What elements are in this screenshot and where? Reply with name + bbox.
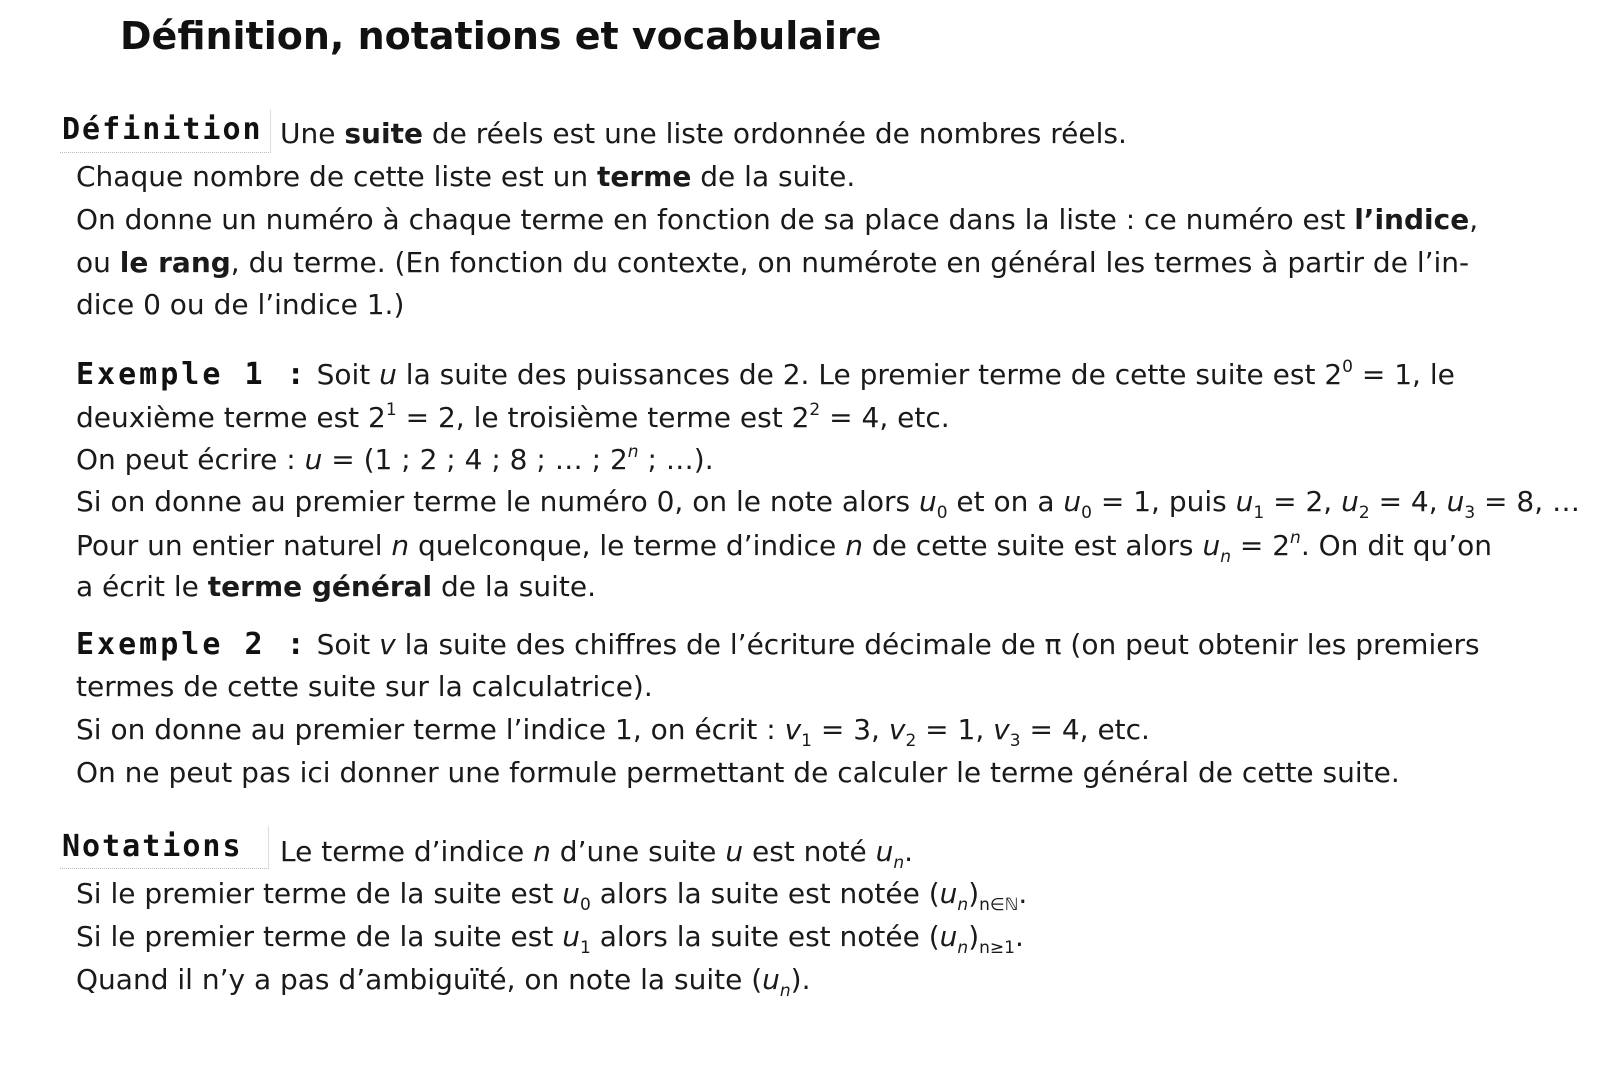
example1-line-5: Pour un entier naturel n quelconque, le terme d’indice n de cette suite est alors $u_n = 2^n$. On dit qu’on: [76, 528, 1493, 567]
example2-line-4: On ne peut pas ici donner une formule permettant de calculer le terme général de cette suite.: [76, 756, 1400, 789]
example1-line-4: Si on donne au premier terme le numéro 0, on le note alors $u_0$ et on a $u_0 = 1$, puis $u_1 = 2$, $u_2 = 4$, $u_3 = 8$, …: [76, 485, 1581, 523]
notations-line-1: Le terme d’indice n d’une suite u est noté $u_n$.: [280, 835, 914, 873]
definition-line-2: Chaque nombre de cette liste est un terme de la suite.: [76, 160, 856, 193]
example2-label: Exemple 2 :: [76, 627, 308, 662]
example1-line-1: Exemple 1 : Soit u la suite des puissances de 2. Le premier terme de cette suite est $2^0 = 1$, le: [76, 357, 1455, 392]
notations-line-4: Quand il n’y a pas d’ambiguïté, on note la suite $(u_n)$.: [76, 963, 811, 1001]
example1-label: Exemple 1 :: [76, 357, 308, 392]
page-title: Définition, notations et vocabulaire: [120, 14, 882, 58]
notations-line-2: Si le premier terme de la suite est $u_0$ alors la suite est notée $(u_n)_{n\in ℕ}$.: [76, 877, 1028, 915]
example2-line-1: Exemple 2 : Soit v la suite des chiffres de l’écriture décimale de π (on peut obtenir les premiers: [76, 627, 1480, 662]
definition-label: Définition: [62, 112, 263, 147]
example2-line-2: termes de cette suite sur la calculatrice).: [76, 670, 653, 703]
definition-line-5: dice 0 ou de l’indice 1.): [76, 288, 405, 321]
notations-line-3: Si le premier terme de la suite est $u_1$ alors la suite est notée $(u_n)_{n\ge 1}$.: [76, 920, 1024, 958]
example1-line-2: deuxième terme est $2^1 = 2$, le troisième terme est $2^2 = 4$, etc.: [76, 400, 950, 434]
notations-label: Notations: [62, 829, 243, 864]
example1-line-3: On peut écrire : u = (1 ; 2 ; 4 ; 8 ; … ; 2$^n$ ; …).: [76, 442, 714, 476]
definition-line-3: On donne un numéro à chaque terme en fonction de sa place dans la liste : ce numéro est l’indice,: [76, 203, 1479, 236]
definition-line-4: ou le rang, du terme. (En fonction du contexte, on numérote en général les termes à partir de l’in-: [76, 246, 1470, 279]
example2-line-3: Si on donne au premier terme l’indice 1, on écrit : $v_1 = 3$, $v_2 = 1$, $v_3 = 4$, etc.: [76, 713, 1150, 751]
definition-tab-frame: [60, 110, 271, 153]
definition-line-1: Une suite de réels est une liste ordonnée de nombres réels.: [280, 117, 1127, 150]
notations-tab-frame: [60, 826, 269, 869]
example1-line-6: a écrit le terme général de la suite.: [76, 570, 596, 603]
